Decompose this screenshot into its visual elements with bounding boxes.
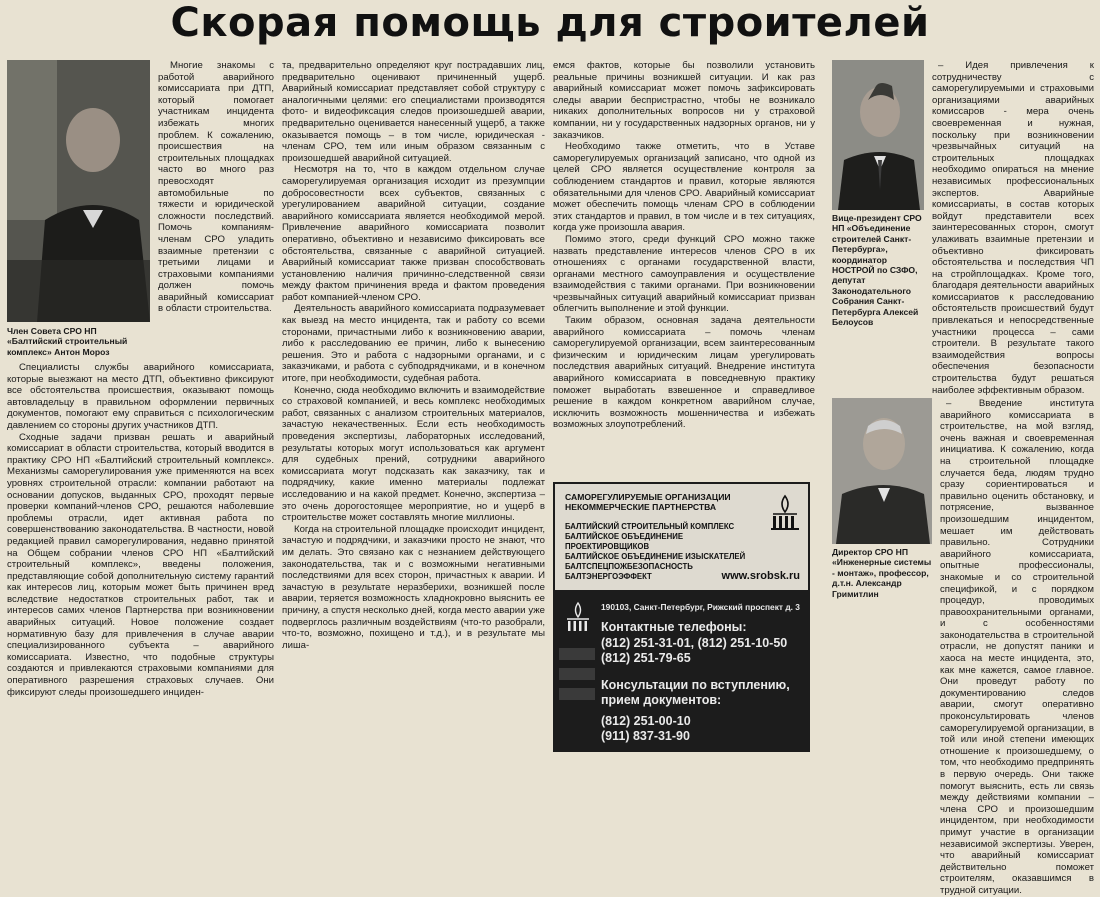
column-4-top [932,60,1094,396]
ad-org-item: БАЛТИЙСКОЕ ОБЪЕДИНЕНИЕ ИЗЫСКАТЕЛЕЙ [565,552,746,561]
paragraph: Необходимо также отметить, что в Уставе саморегулируемых организаций записано, что одной из целей СРО является осуществление контроля за соблюдением стандартов и правил, которые являются обязательными для членов СРО. Аварийный комиссариат может обеспечить помощь членам СРО в соблюдении этих стандартов и правил, в том числе и в тех ситуациях, когда уже произошла авария. [553,141,815,234]
advertisement [553,482,810,752]
photo-alexey-belousov [832,60,924,210]
ad-contacts-block [553,592,810,752]
caption-alexander-grimitlin: Директор СРО НП «Инженерные системы - монтаж», профессор, д.т.н. Александр Гримитлин [832,547,932,599]
caption-alexey-belousov: Вице-президент СРО НП «Объединение строителей Санкт-Петербурга», координатор НОСТРОЙ по СЗФО, депутат Законодательного Собрания Санкт-Петербурга Алексей Белоусов [832,213,922,328]
ad-org-item: БАЛТИЙСКИЙ СТРОИТЕЛЬНЫЙ КОМПЛЕКС [565,522,735,531]
photo-anton-moroz [7,60,150,322]
column-1-top [158,60,274,360]
srobsk-logo-icon [767,492,803,532]
paragraph: Помимо этого, среди функций СРО можно также назвать представление интересов членов СРО в их отношениях с органами государственной власти, органами местного самоуправления и осуществление взаимодействия с такими органами. При возникновении чрезвычайных ситуаций аварийный комиссариат призван облегчить выполнение и этой функции. [553,233,815,315]
ad-header-block [553,482,810,592]
caption-anton-moroz: Член Совета СРО НП «Балтийский строительный комплекс» Антон Мороз [7,326,128,357]
ad-phones [601,636,806,666]
decorative-bar [559,688,595,700]
paragraph: та, предварительно определяют круг пострадавших лиц, предварительно оценивают причиненный ущерб. Аварийный комиссариат представляет собой структуру с аналогичными целями: его специалистами производятся фото- и видеофиксация следов произошедшей аварии, предварительно оценивается нанесенный ущерб, а также оказывается помощь – в том числе, юридическая - членам СРО, тем или иным образом связанным с произошедшей аварийной ситуацией. [282,60,545,164]
column-4-bottom [940,398,1094,896]
ad-website[interactable]: www.srobsk.ru [721,570,800,582]
column-1-bottom [7,362,274,752]
paragraph: Сходные задачи призван решать и аварийный комиссариат в области строительства, который вводится в практику СРО НП «Балтийский строительный комплекс». Механизмы саморегулирования уже применяются на всех уровнях строительной отрасли: компании работают на основании допусков, выданных СРО, проходят первые проверки компаний-членов СРО, решаются наболевшие проблемы отрасли, идет активная работа по совершенствованию законодательства. В частности, новой редакцией правил саморегулирования, недавно принятой на Общем собрании членов СРО НП «Балтийский строительный комплекс», введены положения, представляющие собой дополнительную систему гарантий как интересов лиц, которым может быть причинен вред вследствие недостатков строительных работ, так и интересов самих членов Партнерства при возникновении аварийных ситуаций. Новое положение создает нормативную базу для привлечения в случае аварии специализированного субъекта – аварийного комиссариата. Известно, что подобные структуры создаются и привлекаются страховыми компаниями для оперативного разрешения страховых случаев. Они фиксируют следы произошедшего инциден- [7,431,274,698]
paragraph: Специалисты службы аварийного комиссариата, которые выезжают на место ДТП, объективно фиксируют все обстоятельства происшествия, оказывают помощь автовладельцу в правильном оформлении первичных документов, помогают ему справиться с психологическим давлением со стороны других участников ДТП. [7,362,274,431]
photo-alexander-grimitlin [832,398,932,544]
ad-contact-label: Контактные телефоны: [601,620,747,634]
paragraph: емся фактов, которые бы позволили установить реальные причины возникшей ситуации. И как раз аварийный комиссариат может помочь зафиксировать следы аварии беспристрастно, чтобы не возникало никаких дополнительных вопросов ни у страховой компании, ни у государственных надзорных органов, ни у заказчиков. [553,60,815,141]
phone-line: (812) 251-00-10 [601,714,691,728]
decorative-bar [559,668,595,680]
paragraph: Несмотря на то, что в каждом отдельном случае саморегулируемая организация исходит из презумпции добросовестности всех субъектов, связанных с урегулированием аварийной ситуации, создание аварийного комиссариата является необходимой мерой. Привлечение аварийного комиссариата позволит оперативно, объективно и независимо фиксировать все обстоятельства, связанные с аварийной ситуацией. Аварийный комиссариат также призван способствовать установлению наличия причинно-следственной связи между фактом причинения вреда и фактом проведения работ компанией-членом СРО. [282,164,545,303]
phone-line: (812) 251-79-65 [601,651,691,665]
ad-heading [565,492,755,512]
ad-org-item: БАЛТИЙСКОЕ ОБЪЕДИНЕНИЕ ПРОЕКТИРОВЩИКОВ [565,532,684,551]
ad-heading-line: НЕКОММЕРЧЕСКИЕ ПАРТНЕРСТВА [565,502,717,512]
headline: Скорая помощь для строителей [170,0,930,46]
paragraph: Конечно, сюда необходимо включить и взаимодействие со страховой компанией, и весь комплекс необходимых работ, связанных с анализом строительных материалов, зачастую некачественных. Если есть необходимость проведения экспертизы, лабораторных исследований, результаты которых могут использоваться как аргумент для судебных прений, сотрудники аварийного комиссариата могут подсказать как заказчику, так и подрядчику, какие именно материалы подлежат исследованию и на какой предмет. Конечно, экспертиза – это очень дорогостоящее мероприятие, но и ущерб в строительстве может составлять многие миллионы. [282,384,545,524]
column-2 [282,60,545,752]
paragraph: Таким образом, основная задача деятельности аварийного комиссариата – помочь членам саморегулируемой организации, всем заинтересованным физическим и юридическим лицам урегулировать последствия аварийных ситуаций. Внедрение института аварийного комиссариата в повседневную практику поможет выработать взвешенное и справедливое решение в каждом конкретном аварийном случае, исключить возможность мошенничества и избежать возможных злоупотреблений. [553,315,815,431]
ad-consult-label: Консультации по вступлению, прием документов: [601,678,790,707]
paragraph: Когда на строительной площадке происходит инцидент, зачастую и подрядчики, и заказчики просто не знают, что им делать. Это связано как с незнанием действующего законодательства, так и с возможными негативными последствиями для всех сторон, причастных к аварии. И зачастую в результате неразберихи, возникшей после аварии, теряется возможность хладнокровно выяснить ее причину, а спустя несколько дней, когда место аварии уже подверглось различным воздействиям (что-то разобрали, что-то, возможно, похищено и т.д.), и в результате мы лиша- [282,523,545,651]
decorative-bar [559,648,595,660]
paragraph: – Идея привлечения к сотрудничеству с саморегулируемыми и страховыми организациями аварийных комиссаров - мера очень своевременная и нужная, поскольку при возникновении чрезвычайных ситуаций на строительных площадках необходимо опираться на мнение независимых профессиональных экспертов. Аварийные комиссариаты, в состав которых войдут представители всех заинтересованных сторон, смогут улаживать взаимные претензии и объективно фиксировать обстоятельства и последствия ЧП на стройплощадках. Кроме того, благодаря деятельности аварийных комиссариатов к расследованию обстоятельств происшествий будут привлекаться и непосредственные участники процесса – сами строители. В результате такого взаимодействия вопросы обеспечения безопасности строительства будут решаться наиболее эффективным образом. [932,60,1094,396]
paragraph: Многие знакомы с работой аварийного комиссариата при ДТП, который помогает участникам инцидента избежать многих проблем. К сожалению, происшествия на строительных площадках часто во много раз превосходят автомобильные по тяжести и юридической сложности последствий. Помочь компаниям-членам СРО уладить взаимные претензии с третьими лицами и страховыми компаниями должен помочь аварийный комиссариат в области строительства. [158,60,274,315]
ad-heading-line: САМОРЕГУЛИРУЕМЫЕ ОРГАНИЗАЦИИ [565,492,731,502]
column-3 [553,60,815,478]
phone-line: (812) 251-31-01, (812) 251-10-50 [601,636,788,650]
paragraph: – Введение института аварийного комиссариата в строительстве, на мой взгляд, очень важная и своевременная инициатива. К сожалению, когда на строительной площадке случается беда, людям трудно сразу сориентироваться и правильно оценить обстановку, и потрясение, вызванное произошедшим инцидентом, мешает им действовать правильно. Сотрудники аварийного комиссариата, опытные профессионалы, знакомые и со строительной спецификой, и с порядком процедур, проводимых правоохранительными органами, и с особенностями законодательства в строительной отрасли, не допустят паники и хаоса на месте инцидента, это, как мне кажется, самое главное. Они проведут работу по документированию следов аварии, смогут оперативно проконсультировать членов саморегулируемой организации, в той или иной степени имеющих отношение к произошедшему, о том, что необходимо предпринять в первую очередь. Они также помогут выяснить, есть ли связь между действиями компании – члена СРО и произошедшим инцидентом, при необходимости примут участие в организации независимой экспертизы. Уверен, что аварийный комиссариат действительно поможет строителям, оказавшимся в трудной ситуации. [940,398,1094,896]
srobsk-small-logo-icon [561,600,595,636]
ad-consult-phones [601,714,691,744]
ad-org-item: БАЛТСПЕЦПОЖБЕЗОПАСНОСТЬ [565,562,693,571]
ad-org-item: БАЛТЭНЕРГОЭФФЕКТ [565,572,652,581]
phone-line: (911) 837-31-90 [601,729,690,743]
ad-address: 190103, Санкт-Петербург, Рижский проспект д. 3 [601,602,800,612]
paragraph: Деятельность аварийного комиссариата подразумевает как выезд на место инцидента, так и работу со всеми сторонами, причастными либо к возникновению аварии, либо к расследованию ее причин, либо к вынесению решения. Это и работа с надзорными органами, и с заказчиками, и работа с субподрядчиками, и в конечном итоге, при необходимости, судебная работа. [282,303,545,385]
